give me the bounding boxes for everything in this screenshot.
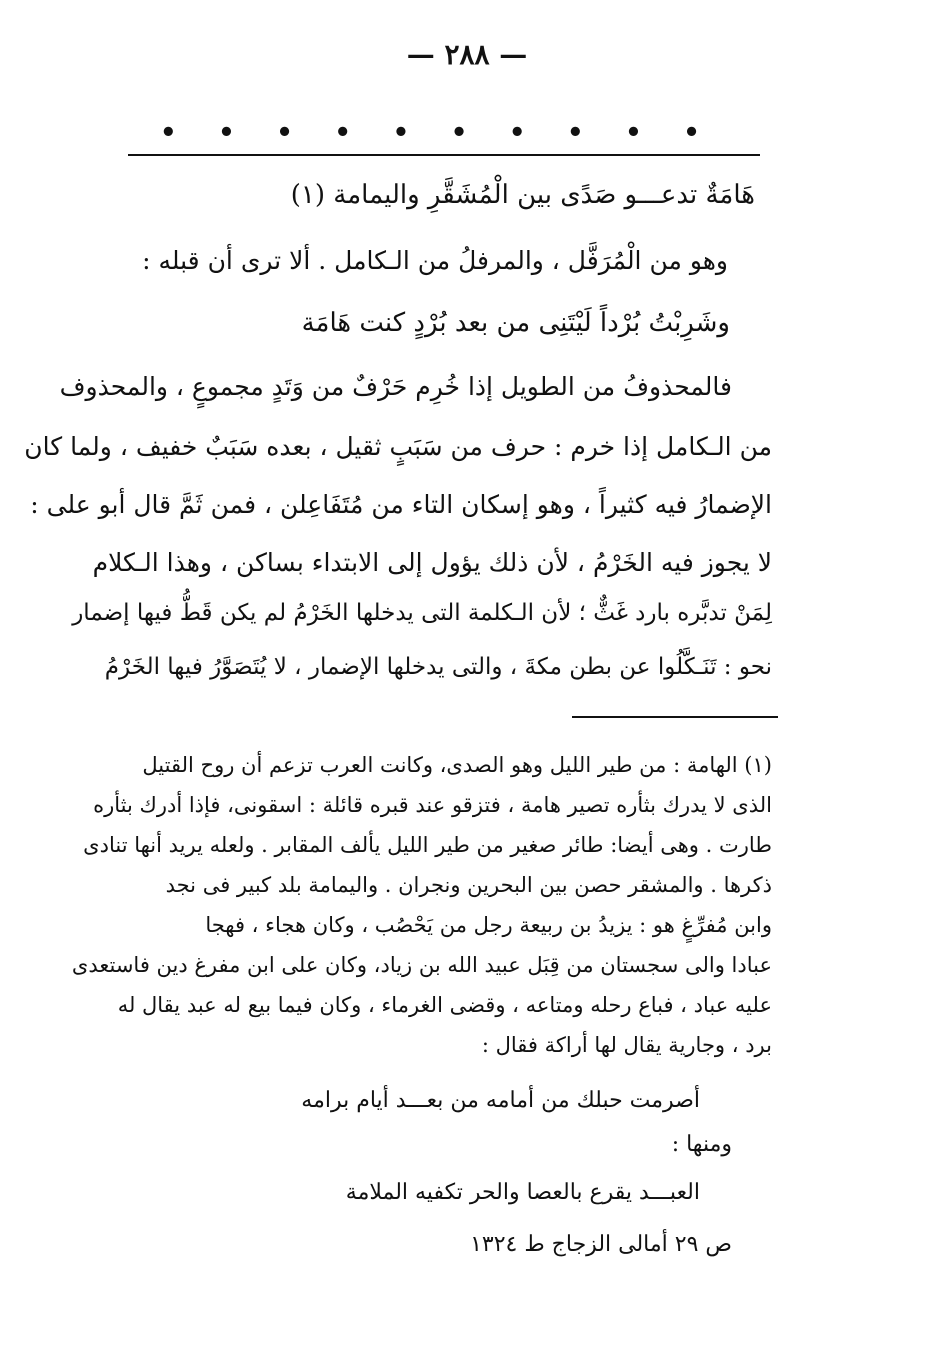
page-number: — ٢٨٨ —	[406, 38, 528, 71]
footnote-line: الذى لا يدرك بثأره تصير هامة ، فتزقو عند قبره قائلة : اسقونى، فإذا أدرك بثأره	[93, 793, 772, 817]
footnote-line: عليه عباد ، فباع رحله ومتاعه ، وقضى الغرماء ، وكان فيما بيع له عبد يقال له	[117, 993, 772, 1017]
dot: •	[276, 118, 293, 148]
line-muraffal: وهو من الْمُرَفَّل ، والمرفلُ من الـكامل . ألا ترى أن قبله :	[142, 246, 728, 275]
dot: •	[508, 118, 526, 148]
ellipsis-dots	[160, 118, 700, 148]
dot: •	[566, 118, 584, 148]
paragraph-line: نحو : تَنَـكَّلُوا عن بطن مكةَ ، والتى يدخلها الإضمار ، لا يُتَصَوَّرُ فيها الخَرْمُ	[104, 654, 772, 680]
verse-burd: وشَرِبْتُ بُرْداً لَيْتَنِى من بعد بُرْدٍ كنت هَامَة	[301, 308, 730, 338]
dot: •	[218, 118, 235, 148]
footnote-line: وابن مُفرِّغٍ هو : يزيدُ بن ربيعة رجل من يَحْصُب ، وكان هجاء ، فهجا	[205, 913, 772, 937]
paragraph-line: فالمحذوفُ من الطويل إذا خُرِم حَرْفٌ من وَتَدٍ مجموعٍ ، والمحذوف	[59, 372, 732, 401]
dot: •	[334, 118, 352, 148]
paragraph-line: لِمَنْ تدبَّره بارد غَثٌّ ؛ لأن الـكلمة التى يدخلها الخَرْمُ لم يكن قَطُّ فيها إضمار	[72, 600, 772, 626]
footnote-line: طارت . وهى أيضا: طائر صغير من طير الليل يألف المقابر . ولعله يريد أنها تنادى	[83, 833, 772, 857]
footnote-line: عبادا والى سجستان من قِبَل عبيد الله بن زياد، وكان على ابن مفرغ دين فاستعدى	[71, 953, 772, 977]
top-rule	[128, 154, 760, 156]
footnote-minha: ومنها :	[671, 1132, 732, 1157]
footnote-source: ص ٢٩ أمالى الزجاج ط ١٣٢٤	[470, 1232, 732, 1257]
dot: •	[625, 118, 642, 148]
footnote-line: (١) الهامة : من طير الليل وهو الصدى، وكانت العرب تزعم أن روح القتيل	[142, 753, 772, 777]
footnote-line: برد ، وجارية يقال لها أراكة فقال :	[481, 1033, 772, 1057]
footnote-verse: أصرمت حبلك من أمامه من بعـــد أيام برامه	[301, 1088, 700, 1113]
dot: •	[683, 118, 700, 148]
footnote-line: ذكرها . والمشقر حصن بين البحرين ونجران . واليمامة بلد كبير فى نجد	[165, 873, 772, 897]
dot: •	[450, 118, 468, 148]
paragraph-line: الإضمارُ فيه كثيراً ، وهو إسكان التاء من مُتَفَاعِلن ، فمن ثَمَّ قال أبو على :	[30, 490, 772, 519]
dot: •	[392, 118, 410, 148]
paragraph-line: من الـكامل إذا خرم : حرف من سَبَبٍ ثقيل ، بعده سَبَبٌ خفيف ، ولما كان	[24, 432, 772, 461]
paragraph-line: لا يجوز فيه الخَرْمُ ، لأن ذلك يؤول إلى الابتداء بساكن ، وهذا الـكلام	[92, 548, 772, 577]
dot: •	[160, 118, 177, 148]
footnote-rule	[572, 716, 778, 718]
footnote-verse: العبـــد يقرع بالعصا والحر تكفيه الملامة	[345, 1180, 700, 1205]
verse-hama: هَامَةٌ تدعـــو صَدًى بين الْمُشَقَّرِ واليمامة (١)	[290, 180, 755, 210]
